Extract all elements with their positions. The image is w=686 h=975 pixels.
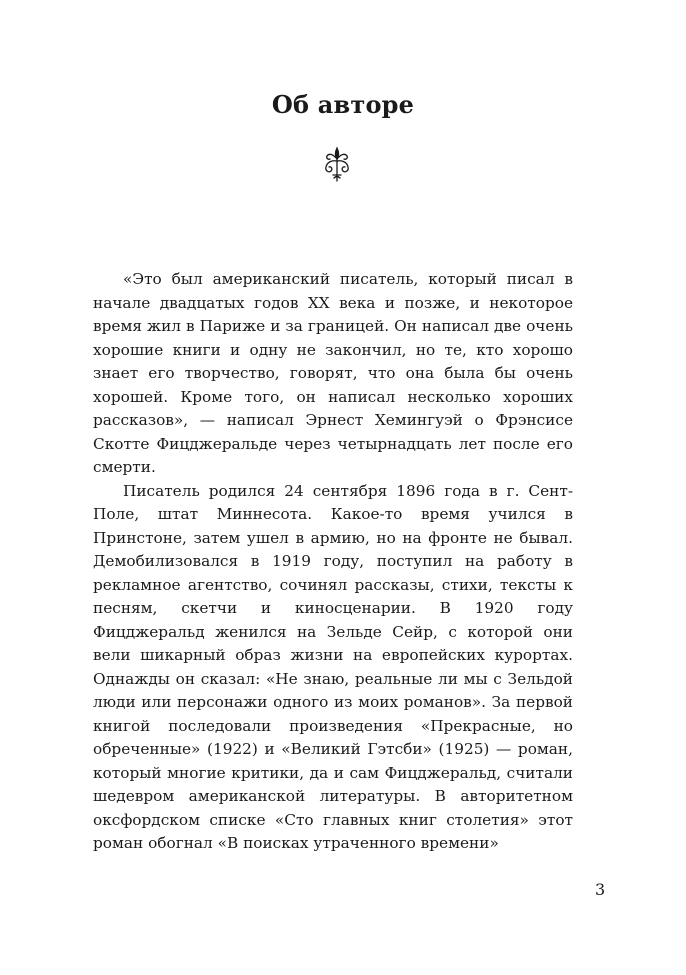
fleuron-icon [322, 145, 352, 183]
paragraph-2: Писатель родился 24 сентября 1896 года в г. Сент-Поле, штат Миннесота. Какое-то время учился в Принстоне, затем ушел в армию, но на фронте не бывал. Демобилизовался в 1919 году, поступил на работу в рекламное агентство, сочинял рассказы, стихи, тексты к песням, скетчи и киносценарии. В 1920 году Фицджеральд женился на Зельде Сейр, с которой они вели шикарный образ жизни на европейских курортах. Однажды он сказал: «Не знаю, реальные ли мы с Зельдой люди или персонажи одного из моих романов». За первой книгой последовали произведения «Прекрасные, но обреченные» (1922) и «Великий Гэтсби» (1925) — роман, который многие критики, да и сам Фицджеральд, считали шедевром американской литературы. В авторитетном оксфордском списке «Сто главных книг столетия» этот роман обогнал «В поисках утраченного времени» [93, 481, 573, 852]
paragraph-1: «Это был американский писатель, который писал в начале двадцатых годов XX века и позже, и некоторое время жил в Париже и за границей. Он написал две очень хорошие книги и одну не закончил, но те, кто хорошо знает его творчество, говорят, что она была бы очень хорошей. Кроме того, он написал несколько хороших рассказов», — написал Эрнест Хемингуэй о Фрэнсисе Скотте Фицджеральде через четырнадцать лет после его смерти. [93, 270, 573, 476]
body-text [93, 268, 573, 856]
page-title: Об авторе [271, 90, 415, 119]
page-number: 3 [595, 880, 606, 899]
